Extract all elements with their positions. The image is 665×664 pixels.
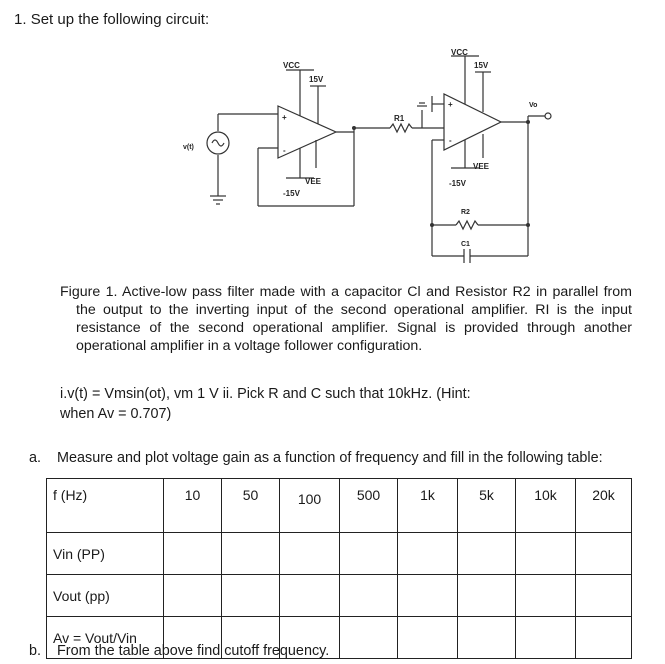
row-label-vin: Vin (PP): [47, 533, 164, 575]
opamp2-plus: +: [448, 100, 453, 109]
freq-cell: 20k: [576, 479, 632, 533]
table-cell[interactable]: [222, 533, 280, 575]
r2-label: R2: [461, 209, 470, 216]
freq-cell: 10k: [516, 479, 576, 533]
given-line-2: when Av = 0.707): [60, 406, 172, 422]
table-cell[interactable]: [398, 617, 458, 659]
freq-cell: 500: [340, 479, 398, 533]
r2-symbol: [456, 221, 478, 229]
table-cell[interactable]: [340, 533, 398, 575]
r1-symbol: [390, 124, 412, 132]
table-cell[interactable]: [458, 533, 516, 575]
circuit-schematic: [0, 0, 665, 280]
table-cell[interactable]: [164, 533, 222, 575]
opamp1-vcc-value: 15V: [309, 75, 324, 84]
question-number: 1.: [14, 11, 27, 28]
freq-cell: 100: [280, 479, 340, 533]
table-cell[interactable]: [398, 533, 458, 575]
part-a-text: Measure and plot voltage gain as a function of frequency and fill in the following table:: [57, 450, 603, 466]
opamp2-vcc-label: VCC: [451, 48, 468, 57]
c1-label: C1: [461, 241, 470, 248]
r1-label: R1: [394, 114, 405, 123]
opamp1-vcc-label: VCC: [283, 61, 300, 70]
freq-cell: 1k: [398, 479, 458, 533]
table-header-row: [47, 479, 632, 533]
table-cell[interactable]: [280, 533, 340, 575]
part-a-letter: a.: [29, 450, 42, 466]
table-cell[interactable]: [516, 575, 576, 617]
freq-cell: 5k: [458, 479, 516, 533]
opamp2-vee-label: VEE: [473, 162, 490, 171]
opamp1-vee-value: -15V: [283, 189, 300, 198]
freq-cell: 10: [164, 479, 222, 533]
opamp1-triangle: [278, 106, 336, 158]
part-a: [29, 449, 603, 468]
source-label: v(t): [183, 144, 194, 151]
given-line-1: i.v(t) = Vmsin(ot), vm 1 V ii. Pick R and C such that 10kHz. (Hint:: [60, 386, 471, 402]
table-cell[interactable]: [576, 533, 632, 575]
table-cell[interactable]: [222, 575, 280, 617]
table-cell[interactable]: [516, 533, 576, 575]
opamp1-vee-label: VEE: [305, 177, 322, 186]
table-cell[interactable]: [164, 575, 222, 617]
opamp2-vee-value: -15V: [449, 179, 466, 188]
opamp1-minus: -: [283, 146, 286, 155]
table-cell[interactable]: [398, 575, 458, 617]
opamp2-vcc-value: 15V: [474, 61, 489, 70]
opamp2-minus: -: [449, 136, 452, 145]
part-b: [29, 642, 329, 661]
frequency-header-label: f (Hz): [47, 479, 164, 533]
figure-caption-text: Figure 1. Active-low pass filter made with a capacitor Cl and Resistor R2 in parallel from the output to the inverting input of the second operational amplifier. RI is the input resistance of the second operational amplifier. Signal is provided through another operational amplifier in a voltage follower configuration.: [60, 284, 632, 354]
row-label-vout: Vout (pp): [47, 575, 164, 617]
measurement-table: [46, 478, 632, 659]
part-b-letter: b.: [29, 643, 42, 659]
table-cell[interactable]: [516, 617, 576, 659]
table-cell[interactable]: [340, 617, 398, 659]
output-terminal: [545, 113, 551, 119]
table-cell[interactable]: [458, 617, 516, 659]
opamp1-plus: +: [282, 113, 287, 122]
freq-cell: 50: [222, 479, 280, 533]
part-b-text: From the table above find cutoff frequency.: [57, 643, 330, 659]
table-cell[interactable]: [280, 575, 340, 617]
table-row: [47, 533, 632, 575]
figure-caption: [60, 283, 632, 355]
table-cell[interactable]: [458, 575, 516, 617]
table-cell[interactable]: [576, 575, 632, 617]
table-cell[interactable]: [576, 617, 632, 659]
table-row: [47, 575, 632, 617]
question-title: Set up the following circuit:: [30, 11, 210, 28]
table-cell[interactable]: [340, 575, 398, 617]
row-label-gain: Av = Vout/Vin: [47, 617, 164, 659]
output-label: Vo: [529, 102, 538, 109]
